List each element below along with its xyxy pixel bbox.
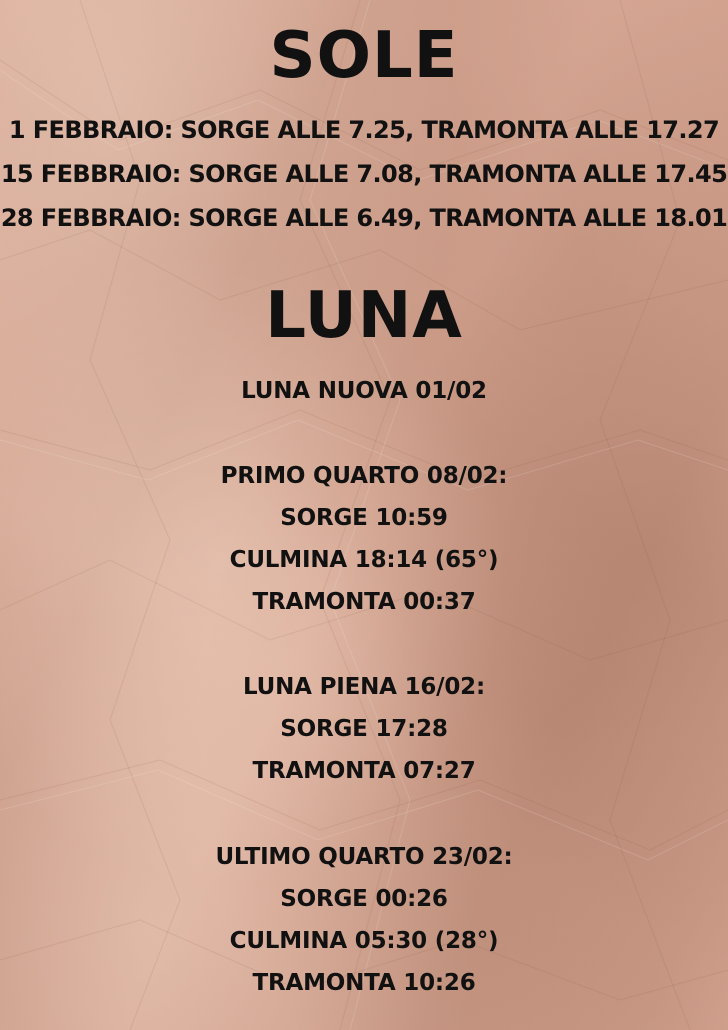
last-quarter-heading: ULTIMO QUARTO 23/02:: [215, 844, 513, 870]
new-moon-heading: LUNA NUOVA 01/02: [241, 378, 487, 404]
moon-title: LUNA: [265, 279, 463, 353]
last-quarter-culmination: CULMINA 05:30 (28°): [229, 928, 499, 954]
sun-times-list: [0, 108, 728, 240]
full-moon-section: [0, 666, 728, 792]
first-quarter-heading: PRIMO QUARTO 08/02:: [220, 463, 508, 489]
full-moon-set: TRAMONTA 07:27: [252, 758, 476, 784]
first-quarter-set: TRAMONTA 00:37: [252, 589, 476, 615]
full-moon-heading: LUNA PIENA 16/02:: [243, 674, 485, 700]
sun-times-feb-28: 28 FEBBRAIO: SORGE ALLE 6.49, TRAMONTA ALLE 18.01: [0, 204, 728, 232]
last-quarter-rise: SORGE 00:26: [280, 886, 448, 912]
first-quarter-culmination: CULMINA 18:14 (65°): [229, 547, 499, 573]
last-quarter-set: TRAMONTA 10:26: [252, 970, 476, 996]
full-moon-rise: SORGE 17:28: [280, 716, 448, 742]
sun-title: SOLE: [269, 19, 459, 93]
sun-times-feb-15: 15 FEBBRAIO: SORGE ALLE 7.08, TRAMONTA ALLE 17.45: [0, 160, 728, 188]
first-quarter-section: [0, 455, 728, 623]
new-moon-section: [0, 370, 728, 412]
first-quarter-rise: SORGE 10:59: [280, 505, 448, 531]
sun-times-feb-1: 1 FEBBRAIO: SORGE ALLE 7.25, TRAMONTA ALLE 17.27: [8, 116, 720, 144]
last-quarter-section: [0, 836, 728, 1004]
